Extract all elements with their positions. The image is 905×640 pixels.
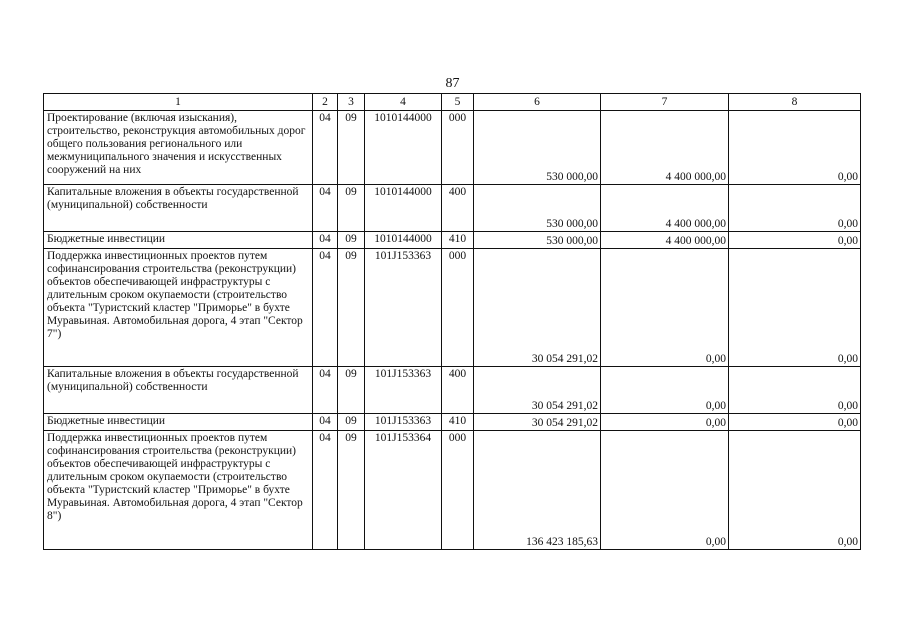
row-value-col6: 530 000,00 (474, 232, 601, 249)
table-row (44, 111, 861, 185)
row-value-col6: 530 000,00 (474, 185, 601, 232)
column-header: 6 (474, 94, 601, 111)
row-value-col7: 4 400 000,00 (601, 185, 729, 232)
page-number: 87 (445, 76, 460, 91)
row-subsection: 09 (338, 249, 365, 367)
row-expense-type: 000 (442, 431, 474, 550)
row-section: 04 (313, 111, 338, 185)
budget-table (43, 93, 861, 550)
table-row (44, 431, 861, 550)
row-value-col6: 30 054 291,02 (474, 249, 601, 367)
row-subsection: 09 (338, 185, 365, 232)
column-header: 7 (601, 94, 729, 111)
row-value-col8: 0,00 (729, 414, 861, 431)
row-target-article: 1010144000 (365, 232, 442, 249)
row-target-article: 101J153364 (365, 431, 442, 550)
table-row (44, 367, 861, 414)
row-value-col7: 0,00 (601, 367, 729, 414)
row-value-col8: 0,00 (729, 232, 861, 249)
row-section: 04 (313, 431, 338, 550)
row-value-col6: 30 054 291,02 (474, 414, 601, 431)
row-subsection: 09 (338, 232, 365, 249)
row-name: Поддержка инвестиционных проектов путем софинансирования строительства (реконструкции) объектов обеспечивающей инфраструктуры с длительным сроком окупаемости (строительство объекта "Туристский кластер "Приморье" в бухте Муравьиная. Автомобильная дорога, 4 этап "Сектор 8") (44, 431, 313, 550)
row-section: 04 (313, 414, 338, 431)
row-expense-type: 000 (442, 249, 474, 367)
row-target-article: 101J153363 (365, 367, 442, 414)
row-name: Капитальные вложения в объекты государственной (муниципальной) собственности (44, 185, 313, 232)
row-value-col7: 0,00 (601, 249, 729, 367)
column-header: 2 (313, 94, 338, 111)
row-subsection: 09 (338, 111, 365, 185)
row-section: 04 (313, 232, 338, 249)
table-row (44, 185, 861, 232)
column-header: 3 (338, 94, 365, 111)
table-row (44, 414, 861, 431)
row-section: 04 (313, 249, 338, 367)
row-value-col7: 0,00 (601, 414, 729, 431)
column-header: 8 (729, 94, 861, 111)
row-target-article: 101J153363 (365, 414, 442, 431)
row-name: Бюджетные инвестиции (44, 414, 313, 431)
row-value-col8: 0,00 (729, 367, 861, 414)
row-target-article: 1010144000 (365, 111, 442, 185)
row-value-col6: 136 423 185,63 (474, 431, 601, 550)
row-value-col6: 30 054 291,02 (474, 367, 601, 414)
row-value-col7: 4 400 000,00 (601, 111, 729, 185)
row-target-article: 1010144000 (365, 185, 442, 232)
row-value-col8: 0,00 (729, 111, 861, 185)
row-subsection: 09 (338, 431, 365, 550)
row-section: 04 (313, 367, 338, 414)
row-value-col7: 4 400 000,00 (601, 232, 729, 249)
table-row (44, 232, 861, 249)
row-value-col8: 0,00 (729, 249, 861, 367)
row-expense-type: 400 (442, 367, 474, 414)
column-header: 5 (442, 94, 474, 111)
row-name: Проектирование (включая изыскания), строительство, реконструкция автомобильных дорог общего пользования регионального или межмуниципального значения и искусственных сооружений на них (44, 111, 313, 185)
row-expense-type: 410 (442, 232, 474, 249)
row-value-col8: 0,00 (729, 431, 861, 550)
row-target-article: 101J153363 (365, 249, 442, 367)
table-row (44, 249, 861, 367)
column-header: 1 (44, 94, 313, 111)
table-header-row (44, 94, 861, 111)
row-expense-type: 000 (442, 111, 474, 185)
row-name: Поддержка инвестиционных проектов путем софинансирования строительства (реконструкции) объектов обеспечивающей инфраструктуры с длительным сроком окупаемости (строительство объекта "Туристский кластер "Приморье" в бухте Муравьиная. Автомобильная дорога, 4 этап "Сектор 7") (44, 249, 313, 367)
row-value-col7: 0,00 (601, 431, 729, 550)
row-subsection: 09 (338, 414, 365, 431)
row-expense-type: 410 (442, 414, 474, 431)
row-subsection: 09 (338, 367, 365, 414)
row-section: 04 (313, 185, 338, 232)
row-expense-type: 400 (442, 185, 474, 232)
row-name: Капитальные вложения в объекты государственной (муниципальной) собственности (44, 367, 313, 414)
row-name: Бюджетные инвестиции (44, 232, 313, 249)
row-value-col8: 0,00 (729, 185, 861, 232)
column-header: 4 (365, 94, 442, 111)
row-value-col6: 530 000,00 (474, 111, 601, 185)
